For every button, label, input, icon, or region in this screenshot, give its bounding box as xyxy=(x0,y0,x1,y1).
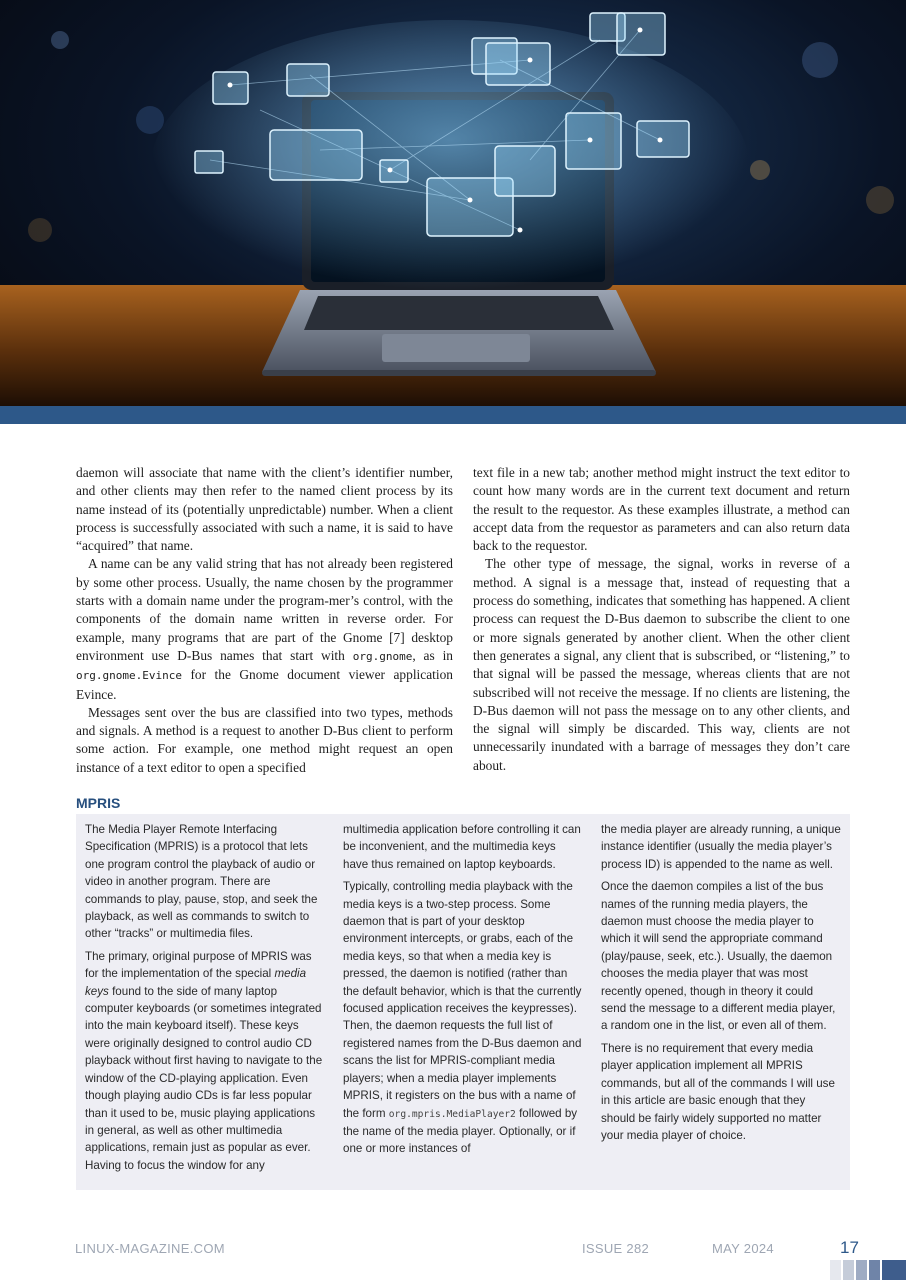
article-paragraph xyxy=(76,555,453,703)
laptop-network-illustration xyxy=(0,0,906,406)
sidebar-box xyxy=(76,814,850,1190)
footer-block xyxy=(830,1260,841,1280)
code-literal: org.mpris.MediaPlayer2 xyxy=(388,1108,516,1120)
footer-site: LINUX-MAGAZINE.COM xyxy=(75,1241,225,1256)
footer-block xyxy=(869,1260,880,1280)
footer-block xyxy=(856,1260,867,1280)
sidebar-paragraph: multimedia application before controlling it can be inconvenient, and the multimedia keys have thus remained on laptop keyboards. xyxy=(343,823,581,871)
page-footer xyxy=(0,1230,906,1280)
footer-block xyxy=(882,1260,906,1280)
text-span: A name can be any valid string that has not already been registered by some other process. Usually, the name chosen by the programmer starts with a domain name under the program-mer’s control, with the components of the domain name written in reverse order. For example, many programs that are part of the Gnome [7] desktop environment use D-Bus names that start with xyxy=(76,556,453,663)
footer-issue: ISSUE 282 xyxy=(582,1241,650,1256)
hero-accent-band xyxy=(0,406,906,424)
article-column-left xyxy=(76,464,453,777)
sidebar-title: MPRIS xyxy=(76,795,121,811)
sidebar-paragraph: Once the daemon compiles a list of the bus names of the running media players, the daemon must choose the media player to which it will send the appropriate command (play/pause, seek, etc.). Usually, the daemon chooses the media player that was most recently opened, though in theory it could send the message to a different media player, a random one in the list, or even all of them. xyxy=(601,880,836,1033)
hero-illustration xyxy=(0,0,906,406)
page-number: 17 xyxy=(840,1238,859,1257)
text-span: found to the side of many laptop computer keyboards (or sometimes integrated into the main keyboard itself). These keys were originally designed to control audio CD playback without first having to navigate to the window of the CD-playing application. Even though playing audio CDs is far less popular than it used to be, music playing applications in general, as well as other multimedia applications, remain just as popular as ever. Having to focus the window for any xyxy=(85,984,323,1172)
text-span: , as in xyxy=(412,647,453,663)
footer-block xyxy=(843,1260,854,1280)
text-span: The primary, original purpose of MPRIS was for the implementation of the special xyxy=(85,949,312,981)
sidebar-column-2 xyxy=(343,821,583,1163)
code-literal: org.gnome.Evince xyxy=(76,669,182,683)
sidebar-paragraph xyxy=(343,878,583,1158)
footer-date: MAY 2024 xyxy=(712,1241,774,1256)
sidebar-paragraph: There is no requirement that every media player application implement all MPRIS commands, but all of the commands I will use in this article are basic enough that they should be fairly widely supported no matter your media player of choice. xyxy=(601,1041,835,1142)
article-paragraph: daemon will associate that name with the client’s identifier number, and other clients may then refer to the named client process by its name instead of its (potentially unpredictable) number. When a client process is successfully associated with such a name, it is said to have “acquired” that name. xyxy=(76,465,453,554)
article-paragraph: Messages sent over the bus are classified into two types, methods and signals. A method is a request to another D-Bus client to perform some action. For example, one method might request an open instance of a text editor to open a specified xyxy=(76,704,453,775)
sidebar-column-3 xyxy=(601,821,841,1149)
article-column-right xyxy=(473,464,850,775)
text-span: for the Gnome document viewer application Evince. xyxy=(76,667,453,702)
sidebar-paragraph xyxy=(85,948,325,1174)
text-span: Typically, controlling media playback with the media keys is a two-step process. Some daemon that is part of your desktop environment intercepts, or grabs, each of the media keys, so that when a media key is pressed, the daemon is notified (rather than the default behavior, which is that the currently focused application receives the keypresses). Then, the daemon requests the full list of registered names from the D-Bus daemon and scans the list for MPRIS-compliant media players; when a media player implements MPRIS, it registers on the bus with a name of the form xyxy=(343,880,582,1120)
text-span: followed by the name of the media player. Optionally, or if one or more instances of xyxy=(343,1106,578,1156)
sidebar-column-1 xyxy=(85,821,325,1179)
sidebar-paragraph: the media player are already running, a unique instance identifier (usually the media player’s process ID) is appended to the name as well. xyxy=(601,823,841,871)
article-paragraph: The other type of message, the signal, works in reverse of a method. A signal is a message that, instead of requesting that a process do something, indicates that something has happened. A client process can request the D-Bus daemon to subscribe the client to one or more signals generated by another client. When the other client then generates a signal, any client that is subscribed, or “listening,” to that signal will be passed the message, whereas clients that are not subscribed will not receive the message. If no clients are listening, the D-Bus daemon will not pass the message on to any other clients, and the signal will simply be discarded. This way, clients are not unnecessarily inundated with a barrage of messages they don’t care about. xyxy=(473,556,850,773)
sidebar-paragraph: The Media Player Remote Interfacing Specification (MPRIS) is a protocol that lets one program control the playback of audio or video in another program. There are commands to play, pause, stop, and seek the playback, as well as commands to switch to other “tracks” or multimedia files. xyxy=(85,823,318,941)
code-literal: org.gnome xyxy=(352,649,413,663)
emphasis-text: media keys xyxy=(85,967,307,998)
article-paragraph: text file in a new tab; another method might instruct the text editor to count how many words are in the current text document and return the result to the requestor. As these examples illustrate, a method can accept data from the requestor as parameters and can also return data back to the requestor. xyxy=(473,465,850,554)
